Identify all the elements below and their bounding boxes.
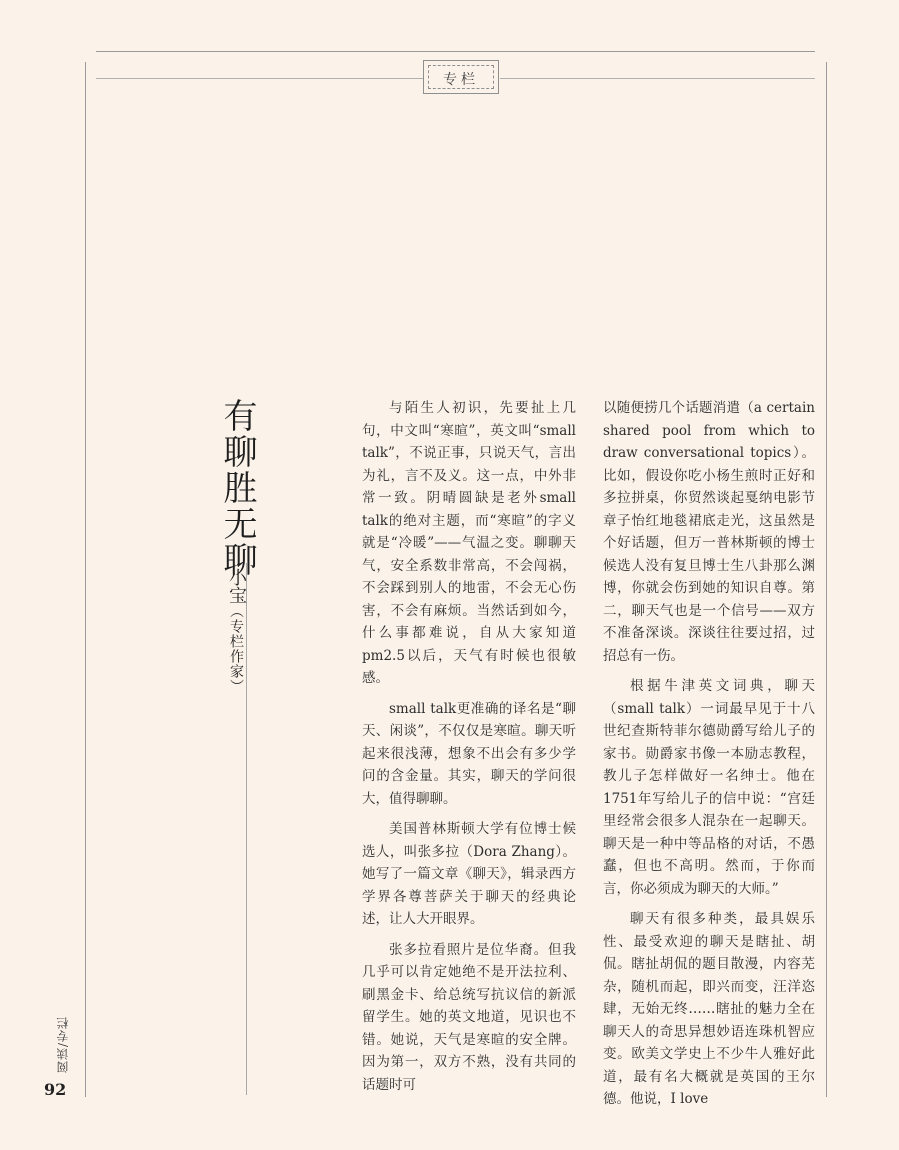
author-name: 小宝 — [226, 568, 247, 604]
header-rule-right — [500, 78, 815, 79]
body-column-2 — [603, 397, 815, 1119]
paragraph: 美国普林斯顿大学有位博士候选人，叫张多拉（Dora Zhang）。她写了一篇文章《聊天》，辑录西方学界各尊菩萨关于聊天的经典论述，让人大开眼界。 — [362, 821, 576, 927]
paragraph-continued: 以随便捞几个话题消遣（a certain shared pool from which to draw conversational topics）。比如，假设你吃小杨生煎时正好和多拉拼桌，你贸然谈起戛纳电影节章子怡红地毯裙底走光，这虽然是个好话题，但万一普林斯顿的博士候选人没有复旦博士生八卦那么渊博，你就会伤到她的知识自尊。第二，聊天气也是一个信号——双方不准备深谈。深谈往往要过招，过招总有一伤。 — [603, 400, 815, 664]
header-rule-left — [96, 78, 423, 79]
right-border — [826, 62, 827, 1097]
body-column-1 — [362, 397, 576, 1104]
page-number: 92 — [44, 1080, 67, 1099]
paragraph: 与陌生人初识，先要扯上几句，中文叫“寒暄”，英文叫“small talk”，不说正事，只说天气，言出为礼，言不及义。这一点，中外非常一致。阴晴圆缺是老外small talk的绝对主题，而“寒暄”的字义就是“冷暖”——气温之变。聊聊天气，安全系数非常高，不会闯祸，不会踩到别人的地雷，不会无心伤害，不会有麻烦。当然话到如今，什么事都难说，自从大家知道pm2.5以后，天气有时候也很敏感。 — [362, 400, 576, 686]
section-side-label: 阅读/专栏 — [56, 1016, 70, 1074]
article-title: 有聊胜无聊 — [217, 398, 257, 578]
author-role: （专栏作家） — [228, 604, 244, 694]
paragraph: 张多拉看照片是位华裔。但我几乎可以肯定她绝不是开法拉利、刷黑金卡、给总统写抗议信的新派留学生。她的英文地道，见识也不错。她说，天气是寒暄的安全牌。因为第一，双方不熟，没有共同的话题时可 — [362, 941, 576, 1093]
top-rule — [96, 51, 815, 52]
column-label: 专栏 — [443, 72, 479, 88]
column-badge — [423, 60, 499, 94]
paragraph: 根据牛津英文词典，聊天（small talk）一词最早见于十八世纪查斯特菲尔德勋爵写给儿子的家书。勋爵家书像一本励志教程，教儿子怎样做好一名绅士。他在1751年写给儿子的信中说：“宫廷里经常会很多人混杂在一起聊天。聊天是一种中等品格的对话，不愚蠢，但也不高明。然而，于你而言，你必须成为聊天的大师。” — [603, 678, 815, 897]
left-border — [85, 62, 86, 1097]
paragraph: 聊天有很多种类，最具娱乐性、最受欢迎的聊天是瞎扯、胡侃。瞎扯胡侃的题目散漫，内容芜杂，随机而起，即兴而变，汪洋恣肆，无始无终……瞎扯的魅力全在聊天人的奇思异想妙语连珠机智应变。欧美文学史上不少牛人雅好此道，最有名大概就是英国的王尔德。他说，I love — [603, 911, 815, 1107]
author-block — [224, 568, 248, 694]
paragraph: small talk更准确的译名是“聊天、闲谈”，不仅仅是寒暄。聊天听起来很浅薄，想象不出会有多少学问的含金量。其实，聊天的学问很大，值得聊聊。 — [362, 700, 576, 807]
